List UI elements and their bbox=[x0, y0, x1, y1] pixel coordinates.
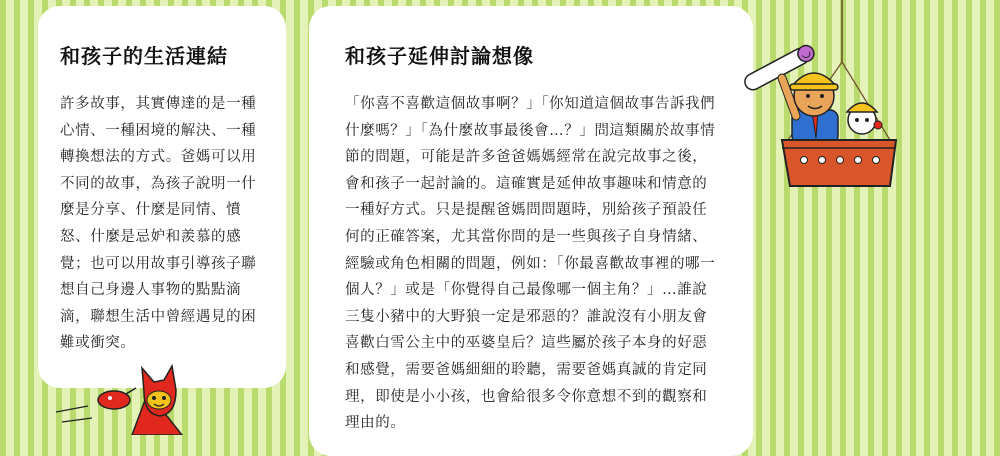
discussion-body: 「你喜不喜歡這個故事啊？」「你知道這個故事告訴我們什麼嗎？」「為什麼故事最後會…？」問這類關於故事情節的問題，可能是許多爸爸媽媽經常在說完故事之後，會和孩子一起討論的。這確實是延伸故事趣味和情意的一種好方式。只是提醒爸媽問問題時，別給孩子預設任何的正確答案，尤其當你問的是一些與孩子自身情緒、經驗或角色相關的問題，例如：「你最喜歡故事裡的哪一個人？」或是「你覺得自己最像哪一個主角？」…誰說三隻小豬中的大野狼一定是邪惡的？誰說沒有小朋友會喜歡白雪公主中的巫婆皇后？這些屬於孩子本身的好惡和感覺，需要爸媽細細的聆聽，需要爸媽真誠的肯定同理，即使是小小孩，也會給很多令你意想不到的觀察和理由的。 bbox=[345, 96, 716, 432]
life-connection-card bbox=[38, 6, 286, 388]
discussion-card bbox=[309, 6, 753, 456]
life-connection-body: 許多故事，其實傳達的是一種心情、一種困境的解決、一種轉換想法的方式。爸媽可以用不同的故事，為孩子說明一什麼是分享、什麼是同情、憤怒、什麼是忌妒和羨慕的感覺；也可以用故事引導孩子聯想自己身邊人事物的點點滴滴，聯想生活中曾經遇見的困難或衝突。 bbox=[60, 96, 257, 352]
basket-characters-illustration bbox=[730, 0, 900, 200]
flying-hero-illustration bbox=[52, 362, 202, 435]
discussion-title: 和孩子延伸討論想像 bbox=[345, 44, 534, 68]
life-connection-title: 和孩子的生活連結 bbox=[60, 44, 228, 68]
